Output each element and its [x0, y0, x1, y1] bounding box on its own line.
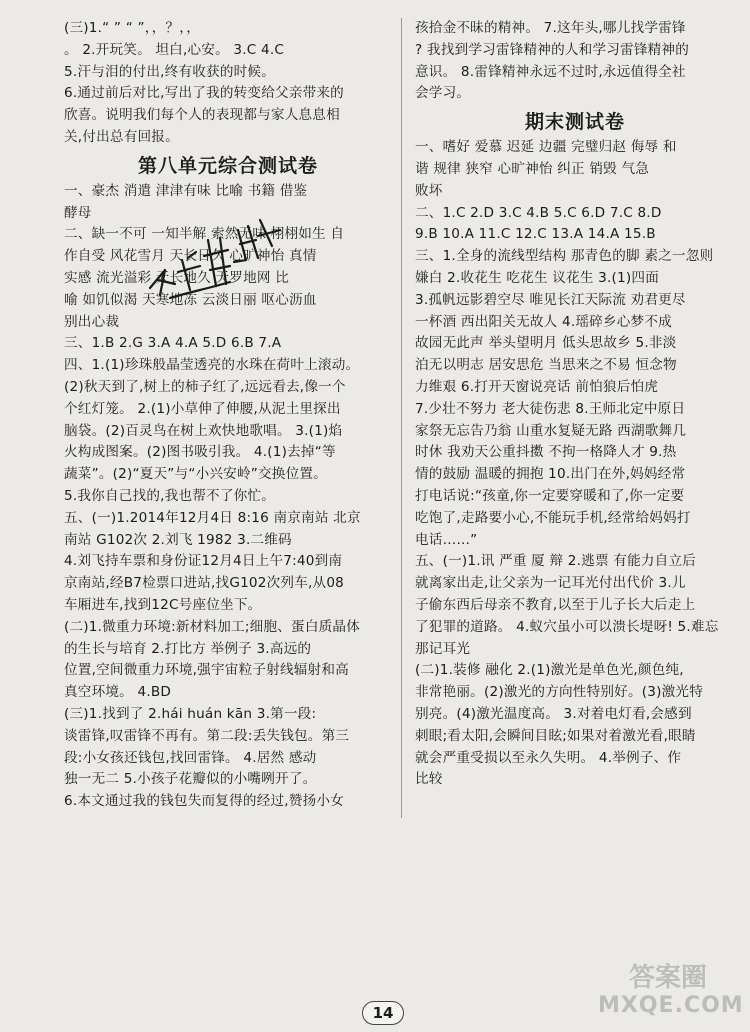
- answer-line: 四、1.(1)珍珠般晶莹透亮的水珠在荷叶上滚动。: [64, 357, 360, 374]
- answer-line: 三、1.全身的流线型结构 那青色的脚 素之一忽则: [415, 248, 714, 265]
- answer-line: 个红灯笼。 2.(1)小草伸了伸腰,从泥土里探出: [64, 400, 341, 417]
- answer-line: 南站 G102次 2.刘飞 1982 3.二维码: [64, 531, 292, 548]
- answer-line: 二、缺一不可 一知半解 索然无味 栩栩如生 自: [64, 226, 345, 243]
- answer-line: 喻 如饥似渴 天寒地冻 云淡日丽 呕心沥血: [64, 291, 317, 308]
- answer-line: 谈雷锋,叹雷锋不再有。第二段:丢失钱包。第三: [64, 727, 350, 744]
- answer-line: 酵母: [64, 204, 92, 221]
- answer-line: 车厢进车,找到12C号座位坐下。: [64, 596, 262, 613]
- page-number: 14: [362, 1001, 404, 1025]
- answer-line: (三)1.“ ” “ ”，，？，，: [64, 20, 201, 36]
- answer-line: 4.刘飞持车票和身份证12月4日上午7:40到南: [64, 553, 343, 570]
- answer-line: 非常艳丽。(2)激光的方向性特别好。(3)激光特: [415, 684, 703, 701]
- watermark-url: MXQE.COM: [598, 993, 744, 1018]
- answer-line: 。 2.开玩笑。 坦白,心安。 3.C 4.C: [64, 41, 285, 58]
- answer-line: 电话……”: [415, 531, 478, 548]
- answer-line: 段:小女孩还钱包,找回雷锋。 4.居然 感动: [64, 749, 317, 766]
- right-answers-bottom: [415, 137, 735, 791]
- answer-line: 二、1.C 2.D 3.C 4.B 5.C 6.D 7.C 8.D: [415, 204, 662, 221]
- answer-line: 吃饱了,走路要小心,不能玩手机,经常给妈妈打: [415, 509, 691, 526]
- left-answers-top: [64, 18, 392, 149]
- answer-line: ? 我找到学习雷锋精神的人和学习雷锋精神的: [415, 41, 690, 58]
- answer-line: (三)1.找到了 2.hái huán kān 3.第一段:: [64, 705, 317, 722]
- left-answers-bottom: [64, 181, 392, 813]
- answer-line: 五、(一)1.2014年12月4日 8:16 南京南站 北京: [64, 509, 361, 526]
- answer-line: 孩拾金不昧的精神。 7.这年头,哪儿找学雷锋: [415, 20, 686, 36]
- answer-line: 真空环境。 4.BD: [64, 684, 172, 701]
- unit8-test-title: 第八单元综合测试卷: [137, 154, 318, 177]
- answer-line: 实感 流光溢彩 天长地久 天罗地网 比: [64, 269, 289, 286]
- answer-line: 欣喜。说明我们每个人的表现都与家人息息相: [64, 107, 340, 124]
- answer-line: 打电话说:“孩童,你一定要穿暖和了,你一定要: [415, 487, 685, 504]
- answer-line: 会学习。: [415, 85, 471, 102]
- answer-line: 3.孤帆远影碧空尽 唯见长江天际流 劝君更尽: [415, 291, 686, 308]
- answer-line: 5.我你自己找的,我也帮不了你忙。: [64, 487, 276, 504]
- answer-line: 5.汗与泪的付出,终有收获的时候。: [64, 63, 276, 80]
- answer-line: (二)1.微重力环境:新材料加工;细胞、蛋白质晶体: [64, 618, 361, 635]
- watermark-logo: [598, 963, 744, 1024]
- answer-line: 9.B 10.A 11.C 12.C 13.A 14.A 15.B: [415, 226, 656, 243]
- answer-line: 脑袋。(2)百灵鸟在树上欢快地歌唱。 3.(1)焰: [64, 422, 343, 439]
- answer-line: 6.本文通过我的钱包失而复得的经过,赞扬小女: [64, 793, 344, 810]
- answer-line: 五、(一)1.讯 严重 厦 辩 2.逃票 有能力自立后: [415, 553, 697, 570]
- answer-line: 作自受 风花雪月 天长日久 心旷神怡 真情: [64, 248, 317, 265]
- final-exam-title: 期末测试卷: [524, 111, 625, 134]
- answer-line: 败坏: [415, 182, 443, 199]
- answer-line: 比较: [415, 771, 443, 788]
- column-divider: [401, 18, 402, 818]
- answer-line: 一、豪杰 消遣 津津有味 比喻 书籍 借鉴: [64, 182, 308, 199]
- answer-line: 那记耳光: [415, 640, 471, 657]
- watermark-text: 答案圈: [628, 963, 707, 993]
- answer-line: 一、嗜好 爱慕 迟延 边疆 完璧归赵 侮辱 和: [415, 139, 677, 156]
- answer-line: 关,付出总有回报。: [64, 128, 179, 145]
- answer-line: 意识。 8.雷锋精神永远不过时,永远值得全社: [415, 63, 686, 80]
- right-column: [415, 18, 735, 791]
- right-answers-top: [415, 18, 735, 105]
- answer-line: 泊无以明志 居安思危 当思来之不易 恒念物: [415, 357, 677, 374]
- answer-line: 一杯酒 西出阳关无故人 4.瑶碎乡心梦不成: [415, 313, 672, 330]
- answer-line: 京南站,经B7检票口进站,找G102次列车,从08: [64, 575, 345, 592]
- answer-line: 子偷东西后母亲不教育,以至于儿子长大后走上: [415, 596, 696, 613]
- answer-line: 刺眼;看太阳,会瞬间目眩;如果对着激光看,眼睛: [415, 727, 696, 744]
- answer-line: 的生长与培育 2.打比方 举例子 3.高远的: [64, 640, 312, 657]
- answer-line: 别出心裁: [64, 313, 120, 330]
- answer-line: 就离家出走,让父亲为一记耳光付出代价 3.儿: [415, 575, 686, 592]
- answer-line: 家祭无忘告乃翁 山重水复疑无路 西湖歌舞几: [415, 422, 687, 439]
- left-column: [64, 18, 392, 813]
- answer-line: 独一无二 5.小孩子花瓣似的小嘴咧开了。: [64, 771, 317, 788]
- answer-line: 了犯罪的道路。 4.蚁穴虽小可以溃长堤呀! 5.难忘: [415, 618, 719, 635]
- answer-line: 别亮。(4)激光温度高。 3.对着电灯看,会感到: [415, 705, 692, 722]
- answer-line: (2)秋天到了,树上的柿子红了,远远看去,像一个: [64, 378, 346, 395]
- answer-line: 情的鼓励 温暖的拥抱 10.出门在外,妈妈经常: [415, 466, 686, 483]
- answer-line: 故园无此声 举头望明月 低头思故乡 5.非淡: [415, 335, 677, 352]
- answer-line: 嫌白 2.收花生 吃花生 议花生 3.(1)四面: [415, 269, 659, 286]
- answer-line: 力维艰 6.打开天窗说亮话 前怕狼后怕虎: [415, 378, 659, 395]
- answer-line: 谐 规律 狭窄 心旷神怡 纠正 销毁 气急: [415, 160, 650, 177]
- answer-line: 6.通过前后对比,写出了我的转变给父亲带来的: [64, 85, 344, 102]
- answer-line: 7.少壮不努力 老大徒伤悲 8.王师北定中原日: [415, 400, 686, 417]
- answer-line: 时休 我劝天公重抖擞 不拘一格降人才 9.热: [415, 444, 677, 461]
- answer-line: 位置,空间微重力环境,强宇宙粒子射线辐射和高: [64, 662, 349, 679]
- answer-line: 三、1.B 2.G 3.A 4.A 5.D 6.B 7.A: [64, 335, 282, 352]
- answer-line: (二)1.装修 融化 2.(1)激光是单色光,颜色纯,: [415, 662, 684, 679]
- answer-line: 火构成图案。(2)图书吸引我。 4.(1)去掉“等: [64, 444, 336, 461]
- answer-line: 就会严重受损以至永久失明。 4.举例子、作: [415, 749, 682, 766]
- answer-line: 蔬菜”。(2)“夏天”与“小兴安岭”交换位置。: [64, 466, 327, 483]
